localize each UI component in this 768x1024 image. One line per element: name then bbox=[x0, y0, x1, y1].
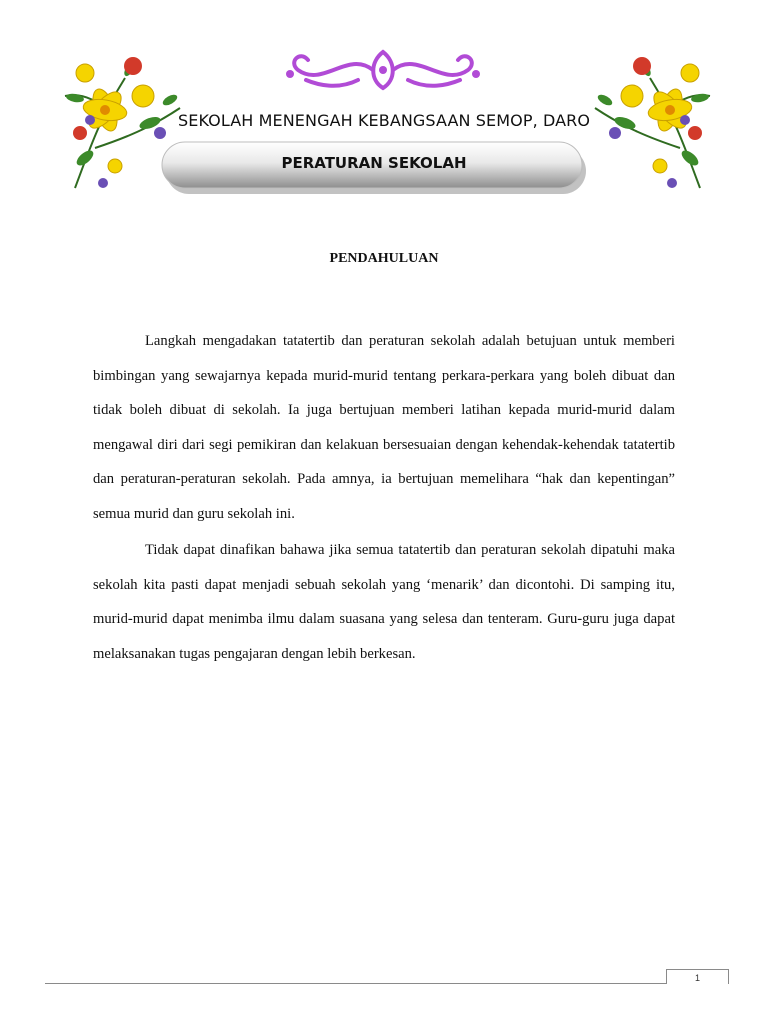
paragraph-text: Langkah mengadakan tatatertib dan peraturan sekolah adalah betujuan untuk memberi bimbingan yang sewajarnya kepada murid-murid tentang perkara-perkara yang boleh dibuat dan tidak boleh dibuat di sekolah. Ia juga bertujuan memberi latihan kepada murid-murid dalam mengawal diri dari segi pemikiran dan kelakuan bersesuaian dengan kehendak-kehendak tatatertib dan peraturan-peraturan sekolah. Pada amnya, ia bertujuan memelihara “hak dan kepentingan” semua murid dan guru sekolah ini. bbox=[93, 333, 675, 522]
paragraph-benefits bbox=[93, 533, 675, 671]
paragraph-introduction bbox=[93, 324, 675, 531]
section-heading: PENDAHULUAN bbox=[329, 251, 439, 266]
page-number: 1 bbox=[666, 969, 729, 984]
paragraph-text: Tidak dapat dinafikan bahawa jika semua tatatertib dan peraturan sekolah dipatuhi maka sekolah kita pasti dapat menjadi sebuah sekolah yang ‘menarik’ dan dicontohi. Di samping itu, murid-murid dapat menimba ilmu dalam suasana yang selesa dan tenteram. Guru-guru juga dapat melaksanakan tugas pengajaran dengan lebih berkesan. bbox=[93, 542, 675, 662]
school-name: SEKOLAH MENENGAH KEBANGSAAN SEMOP, DARO bbox=[178, 111, 591, 130]
footer-divider bbox=[45, 983, 729, 984]
floral-corner-right-icon bbox=[590, 38, 720, 198]
banner-title: PERATURAN SEKOLAH bbox=[281, 154, 467, 172]
scroll-ornament-icon bbox=[278, 40, 488, 96]
